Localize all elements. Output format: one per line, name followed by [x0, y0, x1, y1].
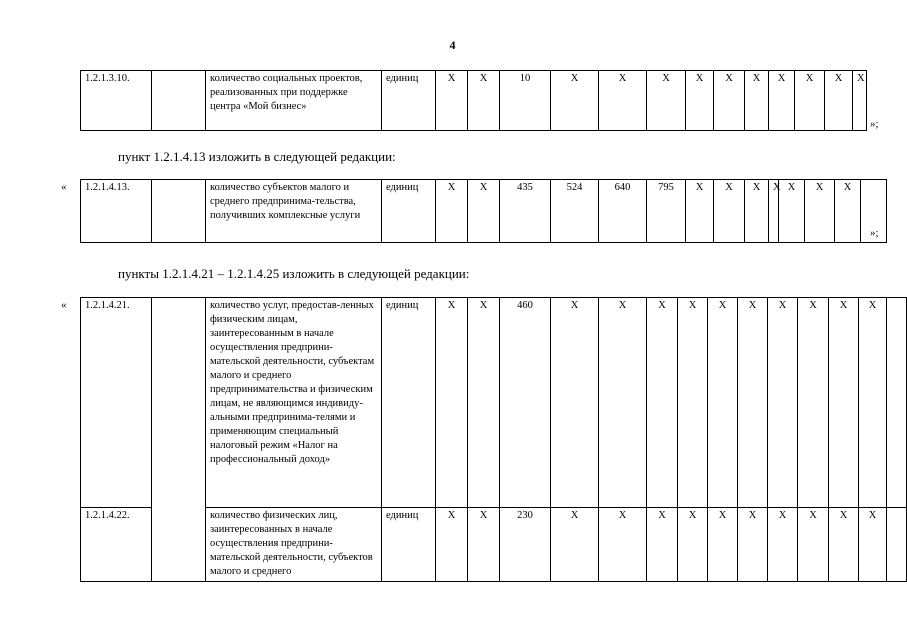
value-cell: X	[714, 180, 745, 243]
row-unit: единиц	[382, 508, 436, 582]
value-cell: X	[829, 508, 859, 582]
value-cell: X	[551, 298, 599, 508]
value-cell: X	[647, 298, 678, 508]
empty-cell	[152, 298, 206, 582]
value-cell: X	[551, 508, 599, 582]
page-number: 4	[449, 38, 456, 52]
value-cell: X	[551, 71, 599, 131]
value-cell: X	[738, 298, 768, 508]
value-cell: X	[678, 508, 708, 582]
value-cell: X	[647, 71, 686, 131]
row-code: 1.2.1.4.13.	[81, 180, 152, 243]
value-cell: X	[599, 508, 647, 582]
value-cell: X	[686, 71, 714, 131]
value-cell: X	[708, 508, 738, 582]
value-cell: X	[599, 298, 647, 508]
row-description: количество услуг, предостав-ленных физическим лицам, заинтересованным в начале осуществления предприни-мательской деятельности, субъектам малого и среднего предпринимательства и физическим лицам, не являющимся индивиду-альными предпринима-телями и применяющим специальный налоговый режим «Налог на профессиональный доход»	[206, 298, 382, 508]
opening-quote: «	[61, 181, 67, 193]
value-cell: X	[825, 71, 853, 131]
value-cell: X	[436, 508, 468, 582]
row-code: 1.2.1.3.10.	[81, 71, 152, 131]
value-cell: X	[859, 298, 887, 508]
value-cell: X	[798, 298, 829, 508]
value-cell: X	[769, 180, 779, 243]
value-cell: X	[647, 508, 678, 582]
empty-cell	[887, 508, 907, 582]
value-cell: X	[714, 71, 745, 131]
value-cell: X	[708, 298, 738, 508]
value-cell: 460	[500, 298, 551, 508]
value-cell: 435	[500, 180, 551, 243]
instruction-text: пункт 1.2.1.4.13 изложить в следующей редакции:	[118, 149, 396, 164]
value-cell: X	[768, 298, 798, 508]
value-cell: X	[745, 180, 769, 243]
value-cell: X	[853, 71, 867, 131]
empty-cell	[152, 71, 206, 131]
empty-cell	[152, 180, 206, 243]
empty-cell	[887, 298, 907, 508]
value-cell: X	[738, 508, 768, 582]
value-cell: 524	[551, 180, 599, 243]
value-cell: X	[798, 508, 829, 582]
table-row	[81, 298, 907, 508]
value-cell: X	[468, 298, 500, 508]
value-cell: X	[436, 180, 468, 243]
opening-quote: «	[61, 299, 67, 311]
value-cell: X	[795, 71, 825, 131]
value-cell: X	[436, 71, 468, 131]
value-cell: X	[769, 71, 795, 131]
closing-quote: »;	[870, 227, 879, 239]
row-unit: единиц	[382, 180, 436, 243]
indicator-table-1	[80, 70, 867, 131]
value-cell: 640	[599, 180, 647, 243]
row-unit: единиц	[382, 71, 436, 131]
value-cell: 10	[500, 71, 551, 131]
value-cell: X	[599, 71, 647, 131]
row-description: количество физических лиц, заинтересованных в начале осуществления предприни-мательской деятельности, субъектов малого и среднего	[206, 508, 382, 582]
value-cell: X	[768, 508, 798, 582]
value-cell: X	[468, 71, 500, 131]
row-code: 1.2.1.4.22.	[81, 508, 152, 582]
value-cell: X	[686, 180, 714, 243]
value-cell: X	[468, 508, 500, 582]
value-cell: X	[835, 180, 861, 243]
value-cell: 230	[500, 508, 551, 582]
row-description: количество субъектов малого и среднего предпринима-тельства, получивших комплексные услуги	[206, 180, 382, 243]
value-cell: X	[805, 180, 835, 243]
indicator-table-2	[80, 179, 887, 243]
indicator-table-3	[80, 297, 907, 582]
value-cell: X	[859, 508, 887, 582]
value-cell: 795	[647, 180, 686, 243]
row-description: количество социальных проектов, реализованных при поддержке центра «Мой бизнес»	[206, 71, 382, 131]
row-unit: единиц	[382, 298, 436, 508]
value-cell: X	[829, 298, 859, 508]
value-cell: X	[468, 180, 500, 243]
table-row	[81, 71, 867, 131]
value-cell: X	[745, 71, 769, 131]
table-row	[81, 180, 887, 243]
instruction-text: пункты 1.2.1.4.21 – 1.2.1.4.25 изложить в следующей редакции:	[118, 266, 470, 281]
closing-quote: »;	[870, 118, 879, 130]
row-code: 1.2.1.4.21.	[81, 298, 152, 508]
value-cell: X	[678, 298, 708, 508]
value-cell: X	[436, 298, 468, 508]
value-cell: X	[779, 180, 805, 243]
